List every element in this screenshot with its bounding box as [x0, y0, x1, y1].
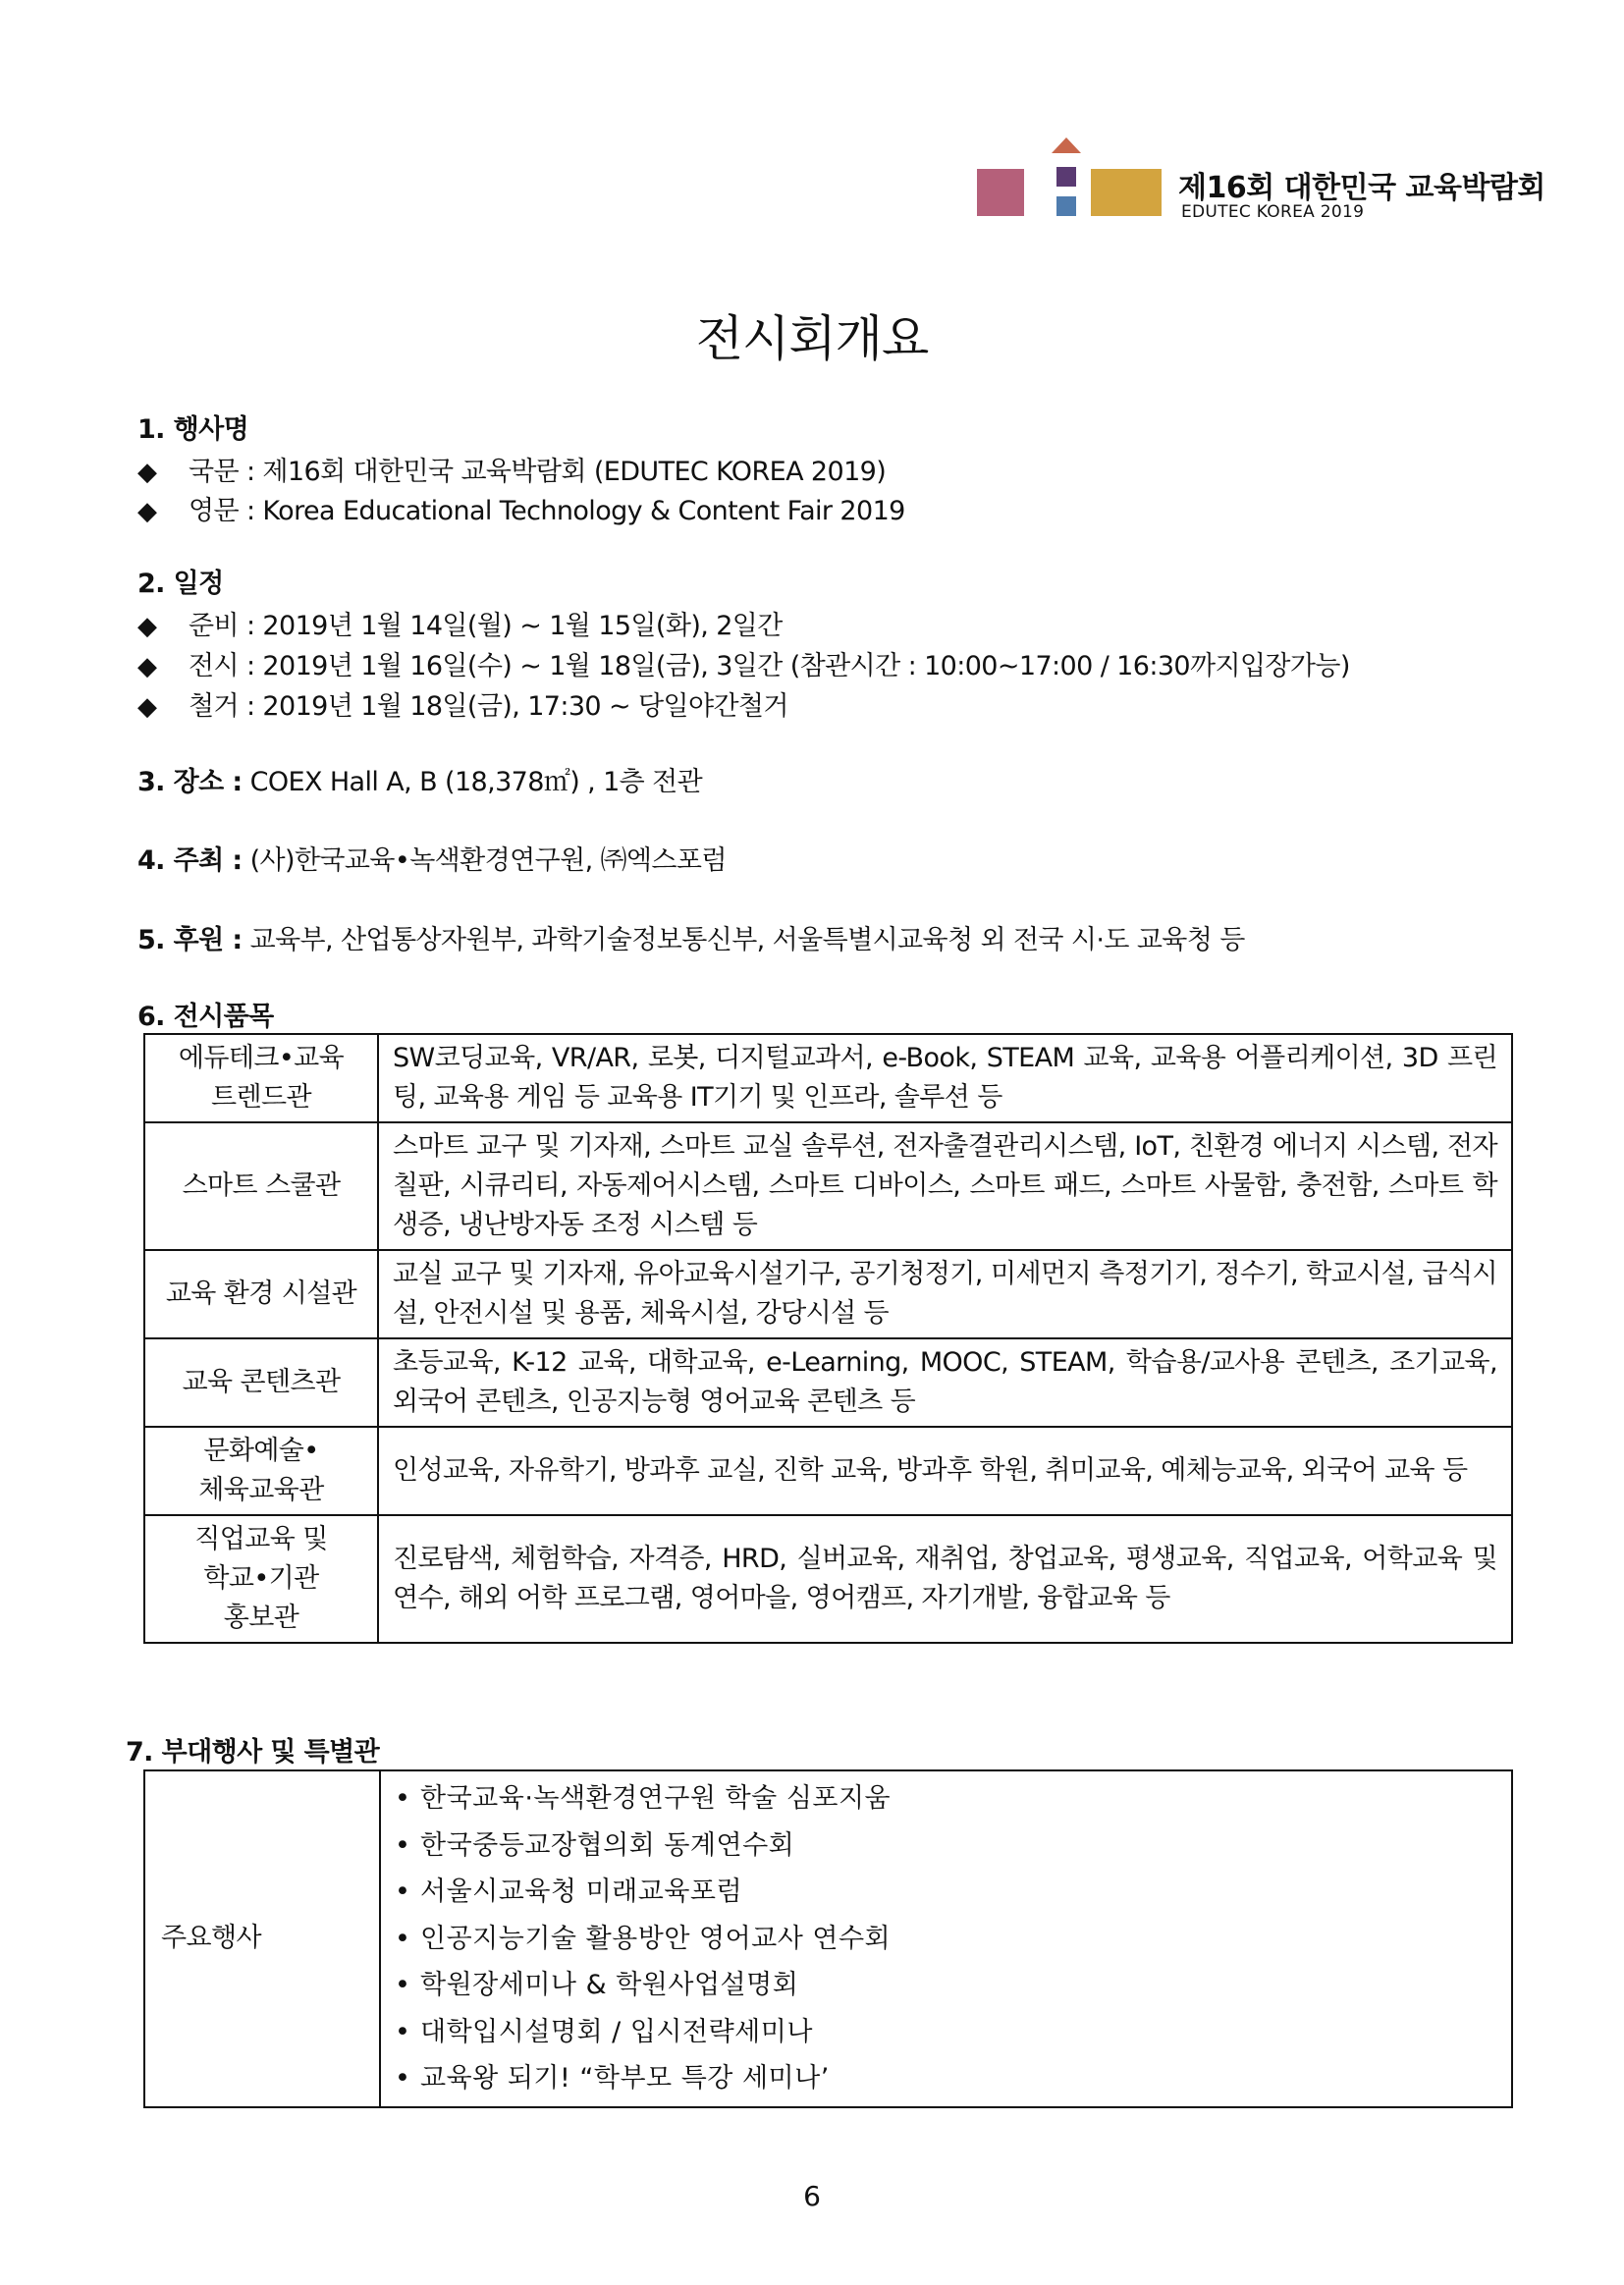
category-cell — [144, 1427, 378, 1515]
section5-sponsor: 5. 후원 : 교육부, 산업통상자원부, 과학기술정보통신부, 서울특별시교육청 외 전국 시·도 교육청 등 — [137, 925, 1245, 955]
list-item-text: 대학입시설명회 / 입시전략세미나 — [420, 2016, 813, 2047]
list-item — [395, 1916, 1497, 1963]
logo-title: 제16회 대한민국 교육박람회 — [1178, 171, 1545, 205]
category-line: 에듀테크•교육 — [178, 1043, 345, 1073]
bullet-dot-icon: • — [395, 1970, 411, 2000]
list-item-text: 한국중등교장협의회 동계연수회 — [420, 1829, 795, 1861]
section2-item: ◆ 준비 : 2019년 1월 14일(월) ~ 1월 15일(화), 2일간 — [137, 611, 783, 641]
list-item-text: 서울시교육청 미래교육포럼 — [420, 1877, 743, 1907]
description-cell: 인성교육, 자유학기, 방과후 교실, 진학 교육, 방과후 학원, 취미교육, 예체능교육, 외국어 교육 등 — [378, 1427, 1512, 1515]
table-row — [144, 1338, 1512, 1427]
description-cell: 진로탐색, 체험학습, 자격증, HRD, 실버교육, 재취업, 창업교육, 평생교육, 직업교육, 어학교육 및 연수, 해외 어학 프로그램, 영어마을, 영어캠프, 자기개발, 융합교육 등 — [378, 1515, 1512, 1643]
page-title: 전시회개요 — [695, 310, 929, 367]
table-row — [144, 1770, 1512, 2107]
category-line: 체육교육관 — [198, 1475, 324, 1505]
category-cell — [144, 1122, 378, 1250]
bullet-dot-icon: • — [395, 2016, 411, 2047]
section2-item: ◆ 철거 : 2019년 1월 18일(금), 17:30 ~ 당일야간철거 — [137, 691, 788, 722]
list-item — [395, 1775, 1497, 1823]
description-cell: SW코딩교육, VR/AR, 로봇, 디지털교과서, e-Book, STEAM 교육, 교육용 어플리케이션, 3D 프린팅, 교육용 게임 등 교육용 IT기기 및 인프라, 솔루션 등 — [378, 1034, 1512, 1122]
category-line: 문화예술• — [203, 1436, 319, 1466]
list-item — [395, 1962, 1497, 2009]
list-item — [395, 1869, 1497, 1916]
section4-host: 4. 주최 : (사)한국교육•녹색환경연구원, ㈜엑스포럼 — [137, 845, 727, 876]
category-line: 교육 환경 시설관 — [165, 1279, 357, 1309]
diamond-bullet-icon: ◆ — [137, 497, 157, 526]
logo-block-gold — [1091, 169, 1162, 216]
diamond-bullet-icon: ◆ — [137, 652, 157, 681]
diamond-bullet-icon: ◆ — [137, 692, 157, 722]
bullet-dot-icon: • — [395, 1877, 411, 1907]
category-line: 학교•기관 — [203, 1563, 319, 1594]
list-item-text: 인공지능기술 활용방안 영어교사 연수회 — [420, 1923, 892, 1954]
section6-heading: 6. 전시품목 — [137, 1002, 274, 1032]
side-events-list-cell — [380, 1770, 1512, 2107]
diamond-bullet-icon: ◆ — [137, 612, 157, 641]
logo-block-mauve — [977, 169, 1024, 216]
diamond-bullet-icon: ◆ — [137, 458, 157, 487]
edutec-logo — [977, 137, 1545, 226]
category-cell — [144, 1338, 378, 1427]
side-events-table — [143, 1769, 1513, 2108]
section1-item: ◆ 영문 : Korea Educational Technology & Content Fair 2019 — [137, 496, 905, 526]
section2-item: ◆ 전시 : 2019년 1월 16일(수) ~ 1월 18일(금), 3일간 (참관시간 : 10:00~17:00 / 16:30까지입장가능) — [137, 651, 1350, 681]
table-row — [144, 1427, 1512, 1515]
category-line: 스마트 스쿨관 — [182, 1170, 341, 1201]
list-item — [395, 2055, 1497, 2102]
bullet-dot-icon: • — [395, 1923, 411, 1954]
bullet-dot-icon: • — [395, 1829, 411, 1861]
description-cell: 초등교육, K-12 교육, 대학교육, e-Learning, MOOC, STEAM, 학습용/교사용 콘텐츠, 조기교육, 외국어 콘텐츠, 인공지능형 영어교육 콘텐츠 등 — [378, 1338, 1512, 1427]
list-item — [395, 1823, 1497, 1870]
category-cell — [144, 1515, 378, 1643]
category-line: 홍보관 — [223, 1603, 299, 1633]
table-row — [144, 1515, 1512, 1643]
page-number: 6 — [803, 2180, 821, 2212]
section7-heading: 7. 부대행사 및 특별관 — [126, 1737, 380, 1768]
side-events-list — [395, 1775, 1497, 2102]
logo-roof-triangle — [1052, 137, 1081, 153]
category-cell — [144, 1034, 378, 1122]
exhibit-items-table — [143, 1033, 1513, 1644]
list-item — [395, 2009, 1497, 2056]
table-row — [144, 1122, 1512, 1250]
section3-venue: 3. 장소 : COEX Hall A, B (18,378㎡) , 1층 전관 — [137, 767, 703, 797]
logo-subtitle: EDUTEC KOREA 2019 — [1181, 202, 1365, 222]
category-line: 교육 콘텐츠관 — [182, 1367, 341, 1397]
description-cell: 스마트 교구 및 기자재, 스마트 교실 솔루션, 전자출결관리시스템, IoT, 친환경 에너지 시스템, 전자칠판, 시큐리티, 자동제어시스템, 스마트 디바이스, 스마트 패드, 스마트 사물함, 충전함, 스마트 학생증, 냉난방자동 조정 시스템 등 — [378, 1122, 1512, 1250]
bullet-dot-icon: • — [395, 2063, 411, 2094]
section1-heading: 1. 행사명 — [137, 414, 249, 445]
description-cell: 교실 교구 및 기자재, 유아교육시설기구, 공기청정기, 미세먼지 측정기기, 정수기, 학교시설, 급식시설, 안전시설 및 용품, 체육시설, 강당시설 등 — [378, 1250, 1512, 1338]
list-item-text: 한국교육·녹색환경연구원 학술 심포지움 — [420, 1783, 892, 1814]
category-cell — [144, 1250, 378, 1338]
logo-block-purple — [1056, 167, 1076, 187]
category-line: 트렌드관 — [211, 1082, 311, 1113]
list-item-text: 교육왕 되기! “학부모 특강 세미나’ — [420, 2063, 830, 2094]
list-item-text: 학원장세미나 & 학원사업설명회 — [420, 1970, 799, 2000]
category-line: 직업교육 및 — [194, 1524, 328, 1554]
section2-heading: 2. 일정 — [137, 569, 224, 599]
table-row — [144, 1034, 1512, 1122]
logo-block-blue — [1056, 196, 1076, 216]
section1-item: ◆ 국문 : 제16회 대한민국 교육박람회 (EDUTEC KOREA 2019) — [137, 457, 887, 487]
side-events-category: 주요행사 — [144, 1770, 380, 2107]
table-row — [144, 1250, 1512, 1338]
bullet-dot-icon: • — [395, 1783, 411, 1814]
